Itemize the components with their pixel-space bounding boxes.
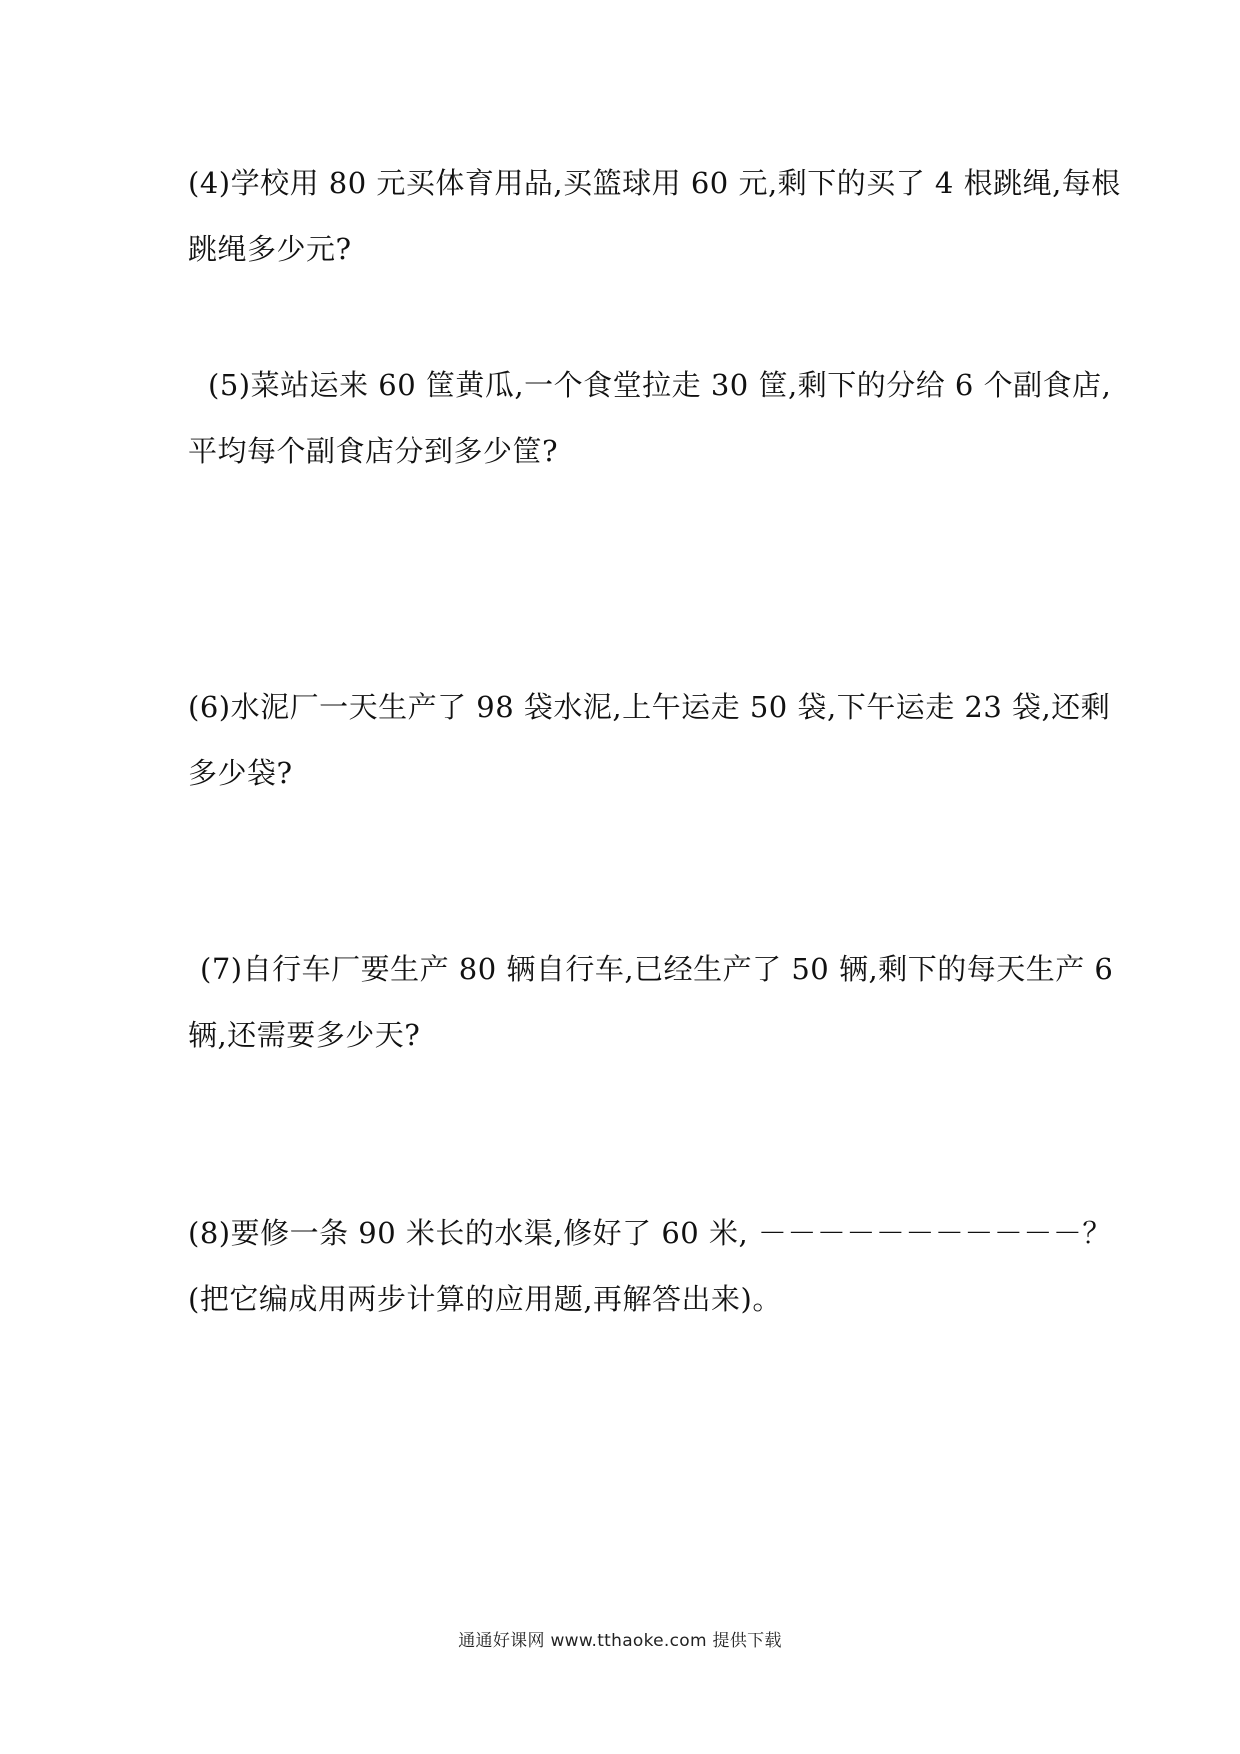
problem-4 <box>188 150 1121 282</box>
problem-6-line-1: (6)水泥厂一天生产了 98 袋水泥,上午运走 50 袋,下午运走 23 袋,还剩 <box>188 690 1111 724</box>
problem-8 <box>188 1200 1112 1332</box>
page-footer: 通通好课网 www.tthaoke.com 提供下载 <box>458 1631 782 1651</box>
problem-4-line-1: (4)学校用 80 元买体育用品,买篮球用 60 元,剩下的买了 4 根跳绳,每根 <box>188 166 1121 200</box>
problem-6 <box>188 674 1111 806</box>
problem-5-line-2: 平均每个副食店分到多少筐? <box>188 434 559 468</box>
problem-8-line-2: (把它编成用两步计算的应用题,再解答出来)。 <box>188 1282 782 1316</box>
problem-5-line-1: (5)菜站运来 60 筐黄瓜,一个食堂拉走 30 筐,剩下的分给 6 个副食店, <box>208 368 1112 402</box>
problem-8-line-1: (8)要修一条 90 米长的水渠,修好了 60 米, －－－－－－－－－－－？ <box>188 1216 1112 1250</box>
problem-4-line-2: 跳绳多少元? <box>188 232 352 266</box>
problem-6-line-2: 多少袋? <box>188 756 293 790</box>
problem-7-line-2: 辆,还需要多少天? <box>188 1018 421 1052</box>
problem-7-line-1: (7)自行车厂要生产 80 辆自行车,已经生产了 50 辆,剩下的每天生产 6 <box>200 952 1114 986</box>
problem-7 <box>188 936 1114 1068</box>
problem-5 <box>188 352 1112 484</box>
